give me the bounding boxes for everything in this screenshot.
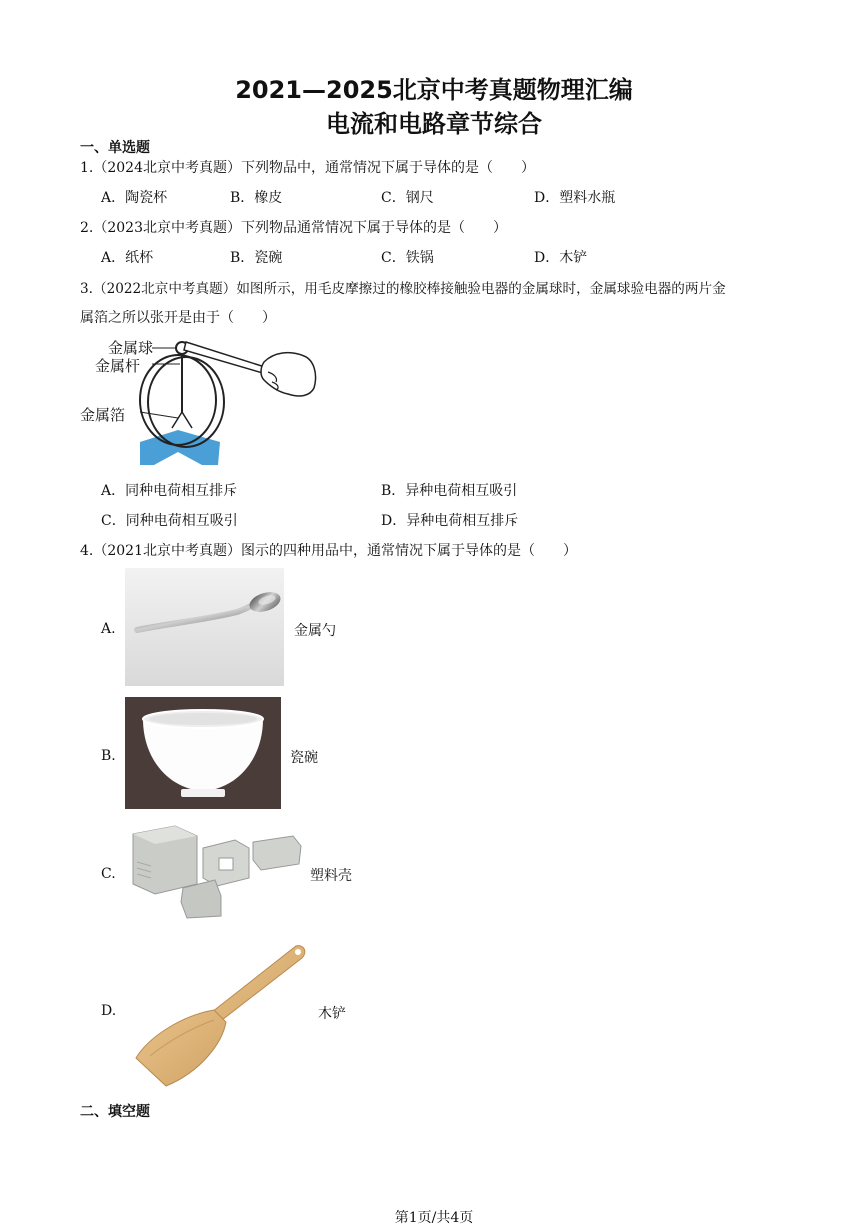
question-3-text-line2: 属箔之所以张开是由于（ ） [80, 310, 276, 326]
question-2-option-d[interactable]: D．木铲 [534, 250, 588, 266]
figure-label-metal-ball: 金属球 [108, 339, 154, 357]
question-4-option-c-name: 塑料壳 [310, 868, 352, 884]
question-2-text: 2.（2023北京中考真题）下列物品通常情况下属于导体的是（ ） [80, 220, 507, 236]
section-heading-single-choice: 一、单选题 [80, 140, 150, 156]
question-3-option-a[interactable]: A．同种电荷相互排斥 [101, 483, 238, 499]
question-2-option-b[interactable]: B．瓷碗 [230, 250, 283, 266]
question-1-option-b[interactable]: B．橡皮 [230, 190, 283, 206]
question-4-option-a-name: 金属勺 [294, 623, 336, 639]
question-2-option-a[interactable]: A．纸杯 [101, 250, 154, 266]
figure-label-metal-foil: 金属箔 [80, 406, 126, 424]
plastic-shell-image[interactable] [125, 822, 303, 920]
question-4-option-b-name: 瓷碗 [290, 750, 318, 766]
question-1-option-c[interactable]: C．钢尺 [381, 190, 434, 206]
figure-label-metal-rod: 金属杆 [95, 357, 141, 375]
question-1-text: 1.（2024北京中考真题）下列物品中，通常情况下属于导体的是（ ） [80, 160, 535, 176]
metal-spoon-image[interactable] [125, 568, 284, 686]
question-4-option-d-name: 木铲 [318, 1006, 346, 1022]
page-title-line1: 2021—2025北京中考真题物理汇编 [235, 76, 633, 104]
question-3-option-b[interactable]: B．异种电荷相互吸引 [381, 483, 518, 499]
question-1-option-d[interactable]: D．塑料水瓶 [534, 190, 616, 206]
question-3-text-line1: 3.（2022北京中考真题）如图所示，用毛皮摩擦过的橡胶棒接触验电器的金属球时，金属球验电器的两片金 [80, 281, 726, 297]
question-2-option-c[interactable]: C．铁锅 [381, 250, 434, 266]
page-number: 第1页/共4页 [394, 1210, 474, 1226]
question-4-option-c-letter[interactable]: C. [101, 866, 116, 882]
question-1-option-a[interactable]: A．陶瓷杯 [101, 190, 168, 206]
question-4-option-d-letter[interactable]: D. [101, 1003, 117, 1019]
question-3-option-d[interactable]: D．异种电荷相互排斥 [381, 513, 519, 529]
question-4-option-b-letter[interactable]: B. [101, 748, 116, 764]
question-3-option-c[interactable]: C．同种电荷相互吸引 [101, 513, 238, 529]
page-title-line2: 电流和电路章节综合 [326, 110, 542, 138]
question-4-option-a-letter[interactable]: A. [101, 621, 116, 637]
question-4-text: 4.（2021北京中考真题）图示的四种用品中，通常情况下属于导体的是（ ） [80, 543, 577, 559]
section-heading-fill-in: 二、填空题 [80, 1104, 150, 1120]
wooden-spatula-image[interactable] [130, 940, 310, 1088]
porcelain-bowl-image[interactable] [125, 697, 281, 809]
